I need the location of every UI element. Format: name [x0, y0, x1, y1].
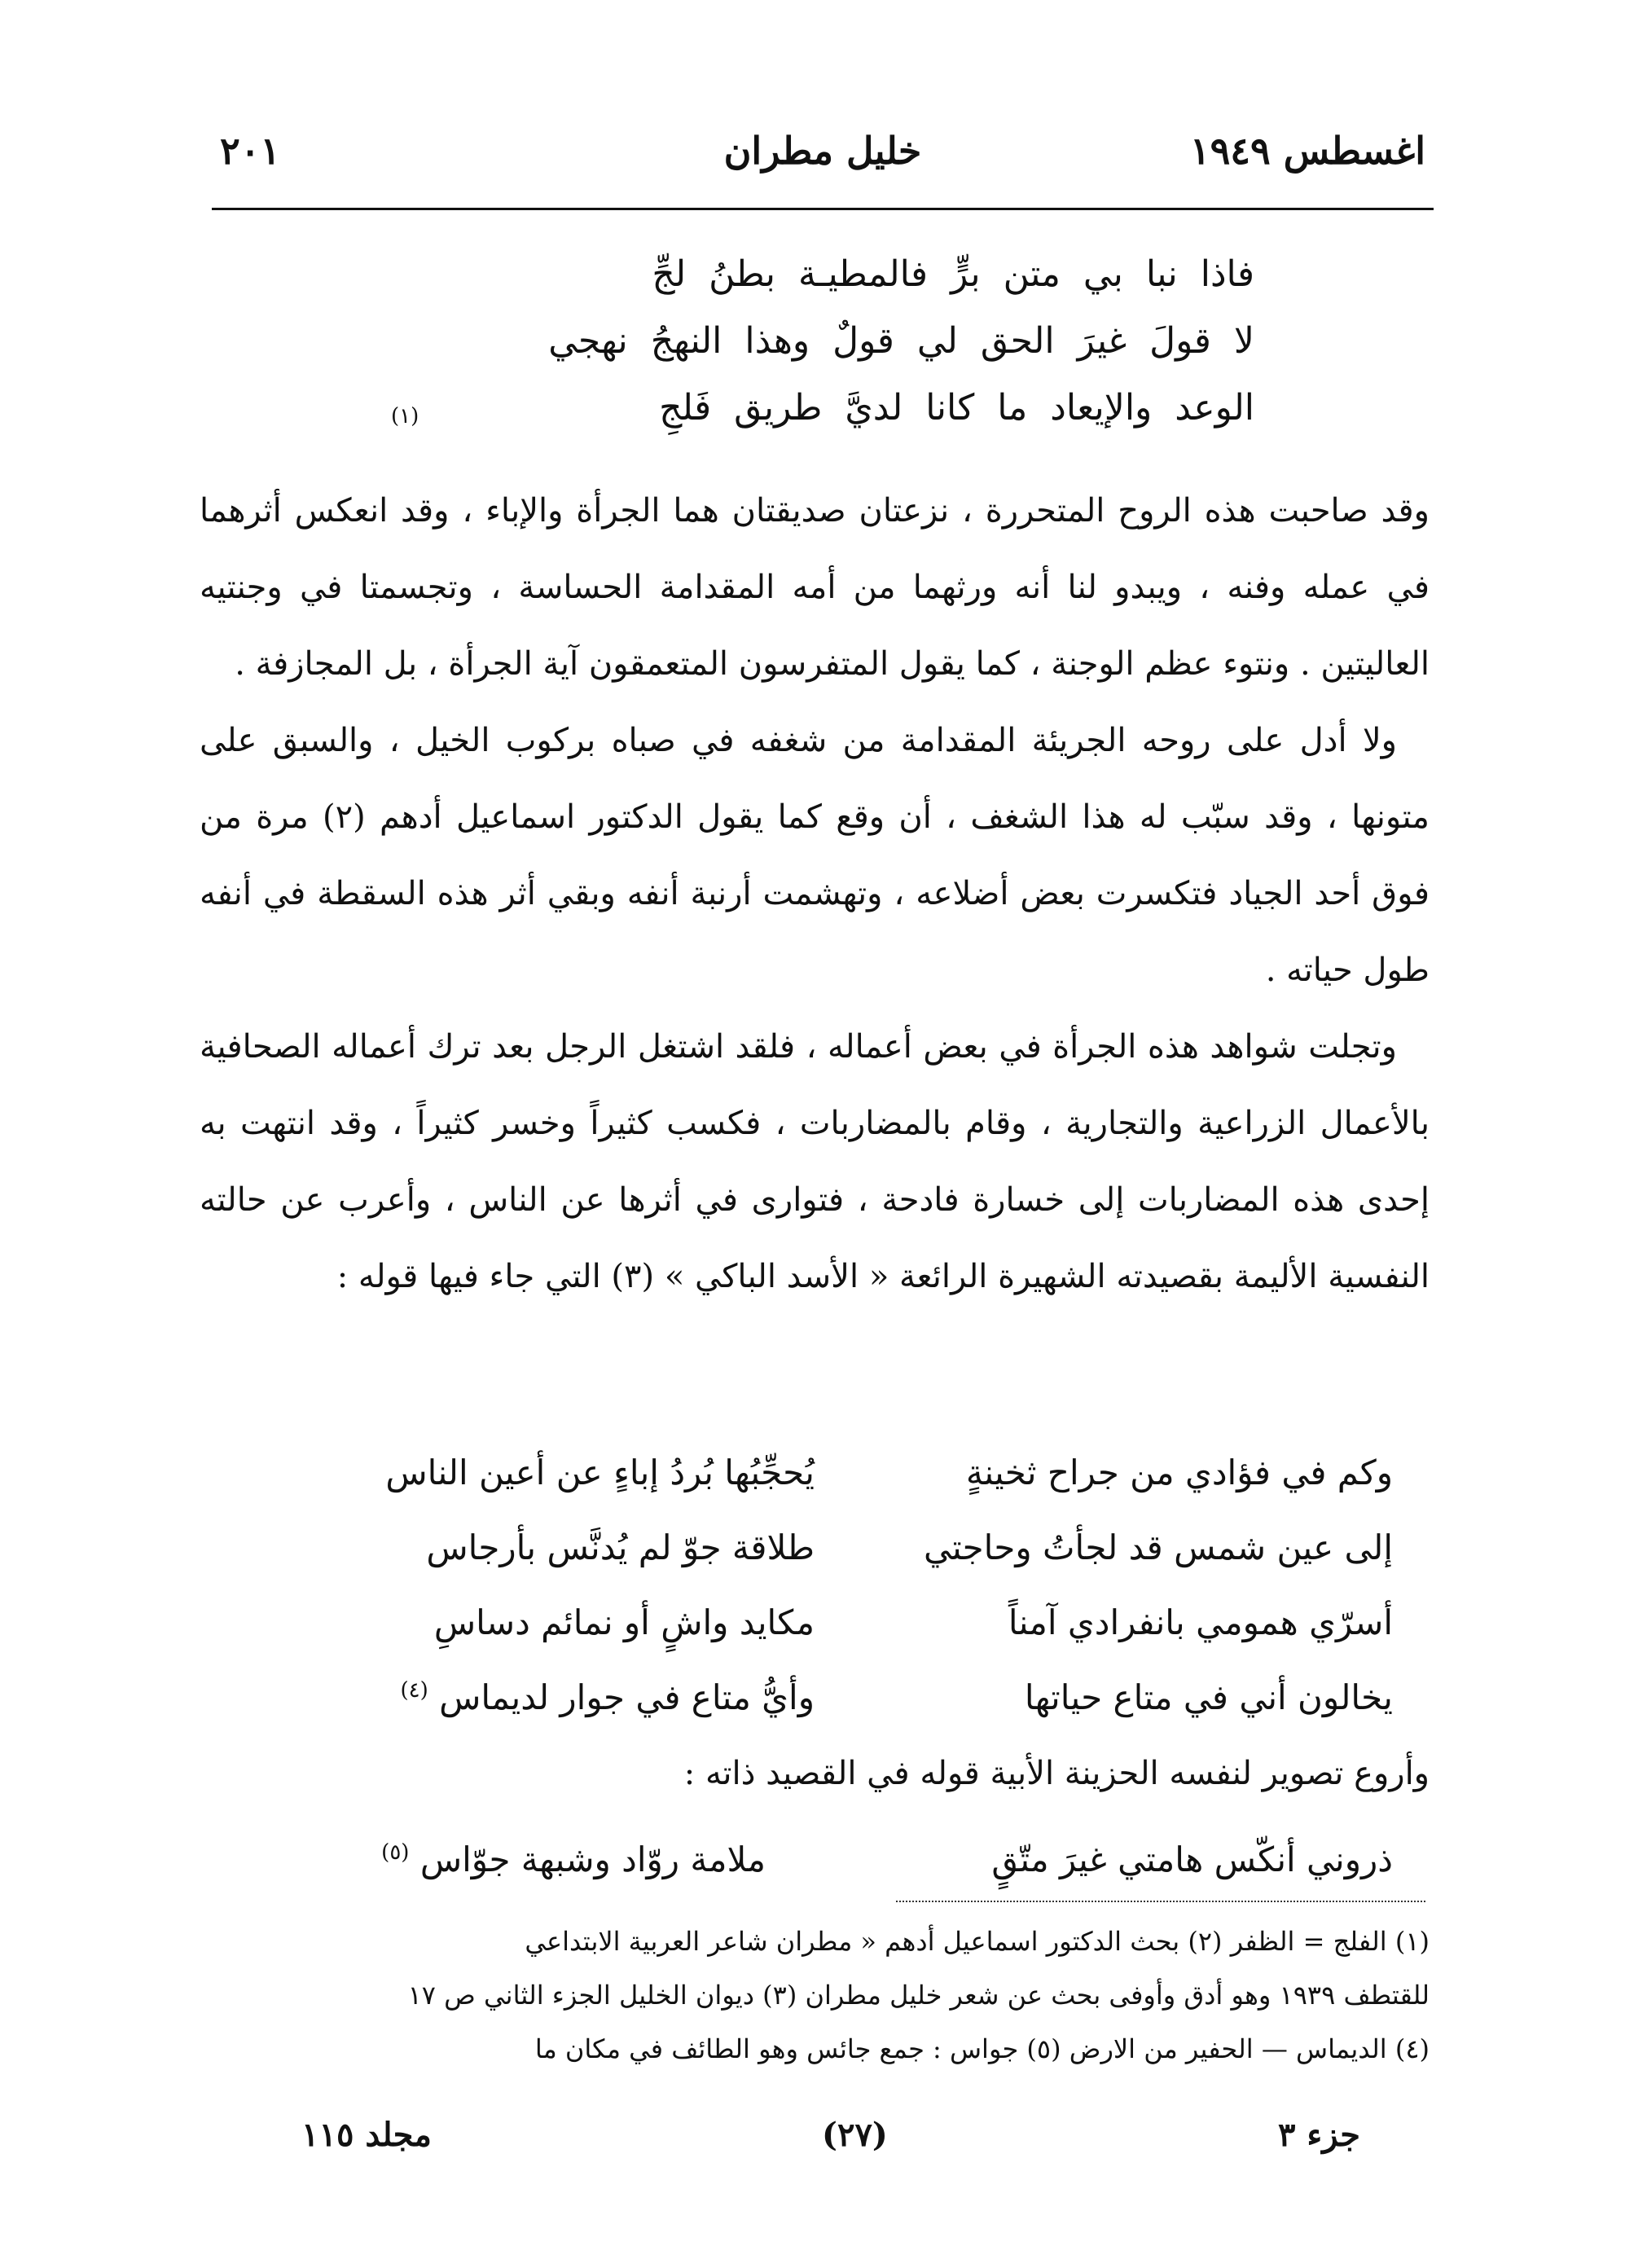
first-hemistich: ذروني أنكّس هامتي غيرَ متّقٍ: [991, 1839, 1393, 1879]
footer-volume: مجلد ١١٥: [301, 2115, 432, 2154]
paragraph: وقد صاحبت هذه الروح المتحررة ، نزعتان صديقتان هما الجرأة والإباء ، وقد انعكس أثرهما في عمله وفنه ، ويبدو لنا أنه ورثهما من أمه المقدامة الحساسة ، وتجسمتا في وجنتيه العاليتين . ونتوء عظم الوجنة ، كما يقول المتفرسون المتعمقون آية الجرأة ، بل المجازفة .: [200, 492, 1430, 683]
footer-part: جزء ٣: [1277, 2115, 1360, 2154]
footnote-ref: (٥): [381, 1840, 410, 1865]
header-title: خليل مطران: [723, 129, 922, 173]
footnote-line: (٤) الديماس — الحفير من الارض (٥) جواس : جمع جائس وهو الطائف في مكان ما: [534, 2033, 1430, 2064]
couplet: [326, 1418, 1393, 1492]
footnote-ref: (١): [391, 404, 419, 429]
verse-line: فاذا نبا بي متن برٍّ فالمطيـة بطنُ لجِّ: [652, 253, 1254, 295]
footnote-ref: (٤): [400, 1678, 428, 1703]
footnote-line: (١) الفلج = الظفر (٢) بحث الدكتور اسماعيل أدهم « مطران شاعر العربية الابتداعي: [525, 1926, 1430, 1957]
page-footer: [301, 2106, 1360, 2163]
first-hemistich: إلى عين شمس قد لجأتُ وحاجتي: [923, 1527, 1393, 1567]
couplet: [277, 1804, 1393, 1879]
header-page-number: ٢٠١: [220, 129, 281, 173]
footnote-separator: [896, 1901, 1425, 1902]
opening-verses: [391, 228, 1254, 429]
running-header: [220, 114, 1425, 187]
couplet: [326, 1492, 1393, 1567]
second-hemistich: طلاقة جوّ لم يُدنَّس بأرجاس: [426, 1527, 815, 1567]
second-hemistich: ملامة روّاد وشبهة جوّاس $^{(٥)}$: [381, 1839, 766, 1879]
body-text: [200, 472, 1430, 1315]
first-hemistich: أسرّي همومي بانفرادي آمناً: [1008, 1602, 1393, 1642]
verse-line: الوعد والإيعاد ما كانا لديَّ طريق فَلجِ (١): [391, 387, 1254, 429]
first-hemistich: وكم في فؤادي من جراح ثخينةٍ: [965, 1453, 1393, 1492]
first-hemistich: يخالون أني في متاع حياتها: [1024, 1677, 1393, 1717]
footer-sheet: (٢٧): [822, 2115, 888, 2154]
header-date: اغسطس ١٩٤٩: [1189, 129, 1425, 173]
footnotes: [200, 1914, 1430, 2076]
second-hemistich: وأيُّ متاع في جوار لديماس $^{(٤)}$: [400, 1677, 815, 1717]
header-rule: [212, 208, 1434, 210]
couplet: [326, 1567, 1393, 1642]
footnote-line: للقتطف ١٩٣٩ وهو أدق وأوفى بحث عن شعر خليل مطران (٣) ديوان الخليل الجزء الثاني ص ١٧: [407, 1980, 1430, 2011]
paragraph: ولا أدل على روحه الجريئة المقدامة من شغفه في صباه بركوب الخيل ، والسبق على متونها ، وقد سبّب له هذا الشغف ، أن وقع كما يقول الدكتور اسماعيل أدهم (٢) مرة من فوق أحد الجياد فتكسرت بعض أضلاعه ، وتهشمت أرنبة أنفه وبقي أثر هذه السقطة في أنفه طول حياته .: [200, 722, 1430, 989]
body-text-2: [200, 1735, 1430, 1812]
second-hemistich: يُحجِّبُها بُردُ إباءٍ عن أعين الناس: [385, 1453, 815, 1492]
second-hemistich: مكايد واشٍ أو نمائم دساسِ: [433, 1602, 815, 1642]
verse-line: لا قولَ غيرَ الحق لي قولٌ وهذا النهجُ نهجي: [548, 320, 1254, 362]
couplet: [326, 1642, 1393, 1717]
paragraph: وأروع تصوير لنفسه الحزينة الأبية قوله في القصيد ذاته :: [683, 1755, 1430, 1792]
paragraph: وتجلت شواهد هذه الجرأة في بعض أعماله ، فلقد اشتغل الرجل بعد ترك أعماله الصحافية بالأعمال الزراعية والتجارية ، وقام بالمضاربات ، فكسب كثيراً وخسر كثيراً ، وقد انتهت به إحدى هذه المضاربات إلى خسارة فادحة ، فتوارى في أثرها عن الناس ، وأعرب عن حالته النفسية الأليمة بقصيدته الشهيرة الرائعة « الأسد الباكي » (٣) التي جاء فيها قوله :: [200, 1028, 1430, 1295]
closing-couplet: [277, 1804, 1393, 1879]
poem-couplets: [326, 1418, 1393, 1717]
